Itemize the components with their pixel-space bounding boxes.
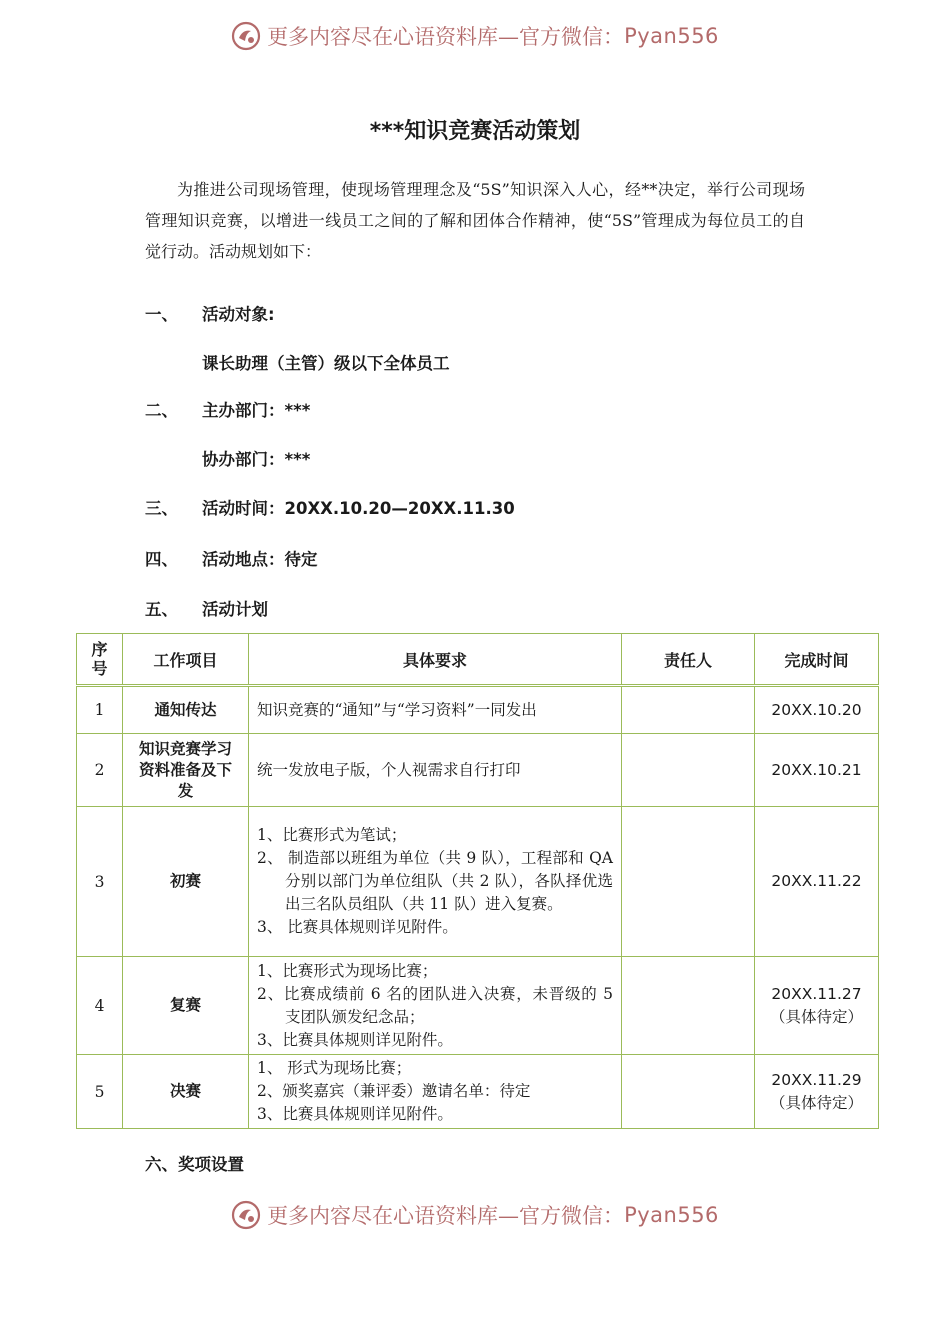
section-4-heading [145,546,318,570]
table-row [77,957,879,1055]
row-due-date [755,734,879,807]
row-due-date [755,807,879,957]
brand-logo-icon [231,21,261,51]
section-5-label: 活动计划 [202,600,268,619]
row-owner [622,1055,755,1129]
row-due-date [755,686,879,734]
banner-text: 更多内容尽在心语资料库—官方微信： [267,1204,625,1228]
section-2-heading [145,397,310,421]
table-row [77,686,879,734]
section-3-label: 活动时间：20XX.10.20—20XX.11.30 [202,499,515,518]
row-seq: 5 [77,1055,123,1129]
due-date-value: 20XX.10.21 [771,760,862,779]
row-seq: 3 [77,807,123,957]
intro-text: 为推进公司现场管理，使现场管理理念及“5S”知识深入人心，经**决定，举行公司现场管理知识竞赛，以增进一线员工之间的了解和团体合作精神，使“5S”管理成为每位员工的自觉行动。活动规划如下： [145,180,805,261]
banner-wechat-id: Pyan556 [624,1203,719,1227]
row-requirements [249,734,622,807]
row-owner [622,686,755,734]
due-date-value: 20XX.11.27 [771,984,862,1003]
section-1-label: 活动对象: [202,305,275,324]
document-title: ***知识竞赛活动策划 [369,119,581,144]
row-seq: 4 [77,957,123,1055]
due-date-value: 20XX.10.20 [771,700,862,719]
row-owner [622,734,755,807]
requirement-line: 3、 比赛具体规则详见附件。 [257,918,458,936]
row-due-date [755,1055,879,1129]
row-owner [622,957,755,1055]
requirement-line: 3、比赛具体规则详见附件。 [257,1105,453,1123]
section-4-number: 四、 [145,550,178,569]
row-requirements [249,1055,622,1129]
row-owner [622,807,755,957]
requirement-line: 1、比赛形式为现场比赛； [257,961,438,980]
section-1-detail: 课长助理（主管）级以下全体员工 [202,354,450,373]
requirement-line: 3、比赛具体规则详见附件。 [257,1030,453,1049]
section-2-number: 二、 [145,401,178,420]
row-due-date [755,957,879,1055]
due-date-note: （具体待定） [769,1093,863,1112]
requirement-line: 1、比赛形式为笔试； [257,826,407,844]
due-date-note: （具体待定） [769,1007,863,1026]
row-requirements [249,686,622,734]
row-item: 复赛 [123,957,249,1055]
row-item: 决赛 [123,1055,249,1129]
section-5-heading [145,596,268,620]
header-item: 工作项目 [123,634,249,686]
section-3-number: 三、 [145,499,178,518]
section-2-detail: 协办部门：*** [202,450,311,469]
row-item: 知识竞赛学习资料准备及下发 [123,734,249,807]
section-4-label: 活动地点：待定 [202,550,318,569]
requirement-line: 2、 制造部以班组为单位（共 9 队），工程部和 QA 分别以部门为单位组队（共 2 队），各队择优选出三名队员组队（共 11 队）进入复赛。 [257,849,613,913]
banner-text: 更多内容尽在心语资料库—官方微信： [267,25,625,49]
section-6-heading: 六、奖项设置 [145,1155,244,1174]
section-2-label: 主办部门：*** [202,401,311,420]
table-row [77,734,879,807]
header-banner [0,14,950,58]
intro-paragraph [145,174,805,267]
requirement-line: 1、 形式为现场比赛； [257,1059,412,1077]
requirement-line: 2、比赛成绩前 6 名的团队进入决赛，未晋级的 5 支团队颁发纪念品； [257,984,613,1026]
table-row [77,807,879,957]
banner-wechat-id: Pyan556 [624,24,719,48]
section-1-number: 一、 [145,305,178,324]
requirement-line: 统一发放电子版，个人视需求自行打印 [257,760,521,779]
due-date-value: 20XX.11.29 [771,1070,862,1089]
table-header-row [77,634,879,686]
due-date-value: 20XX.11.22 [771,872,862,890]
row-requirements [249,957,622,1055]
row-seq: 1 [77,686,123,734]
footer-banner [0,1193,950,1237]
requirement-line: 知识竞赛的“通知”与“学习资料”一同发出 [257,700,537,719]
row-item: 初赛 [123,807,249,957]
section-5-number: 五、 [145,600,178,619]
table-row [77,1055,879,1129]
header-due-date: 完成时间 [755,634,879,686]
row-seq: 2 [77,734,123,807]
brand-logo-icon [231,1200,261,1230]
section-3-heading [145,495,515,519]
section-1-heading [145,301,275,325]
header-owner: 责任人 [622,634,755,686]
row-requirements [249,807,622,957]
header-seq: 序号 [77,634,123,686]
requirement-line: 2、颁奖嘉宾（兼评委）邀请名单：待定 [257,1082,531,1100]
row-item: 通知传达 [123,686,249,734]
activity-plan-table [76,633,879,1129]
header-requirements: 具体要求 [249,634,622,686]
